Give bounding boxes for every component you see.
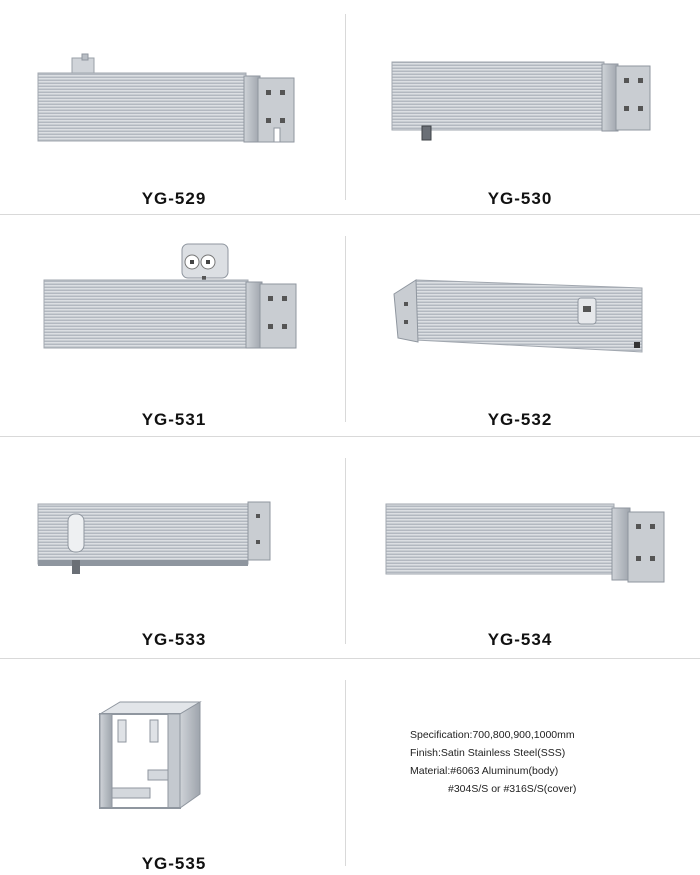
product-code: YG-532 <box>487 410 553 429</box>
closer-image-yg-534 <box>346 444 694 658</box>
row-divider-3 <box>0 658 700 659</box>
product-code: YG-531 <box>141 410 207 429</box>
product-code: YG-529 <box>141 189 207 208</box>
specification-line: Specification:700,800,900,1000mm <box>410 729 575 741</box>
closer-image-yg-529 <box>0 0 348 214</box>
closer-image-yg-532 <box>346 222 694 436</box>
closer-image-yg-530 <box>346 0 694 214</box>
row-divider-1 <box>0 214 700 215</box>
product-code: YG-533 <box>141 630 207 649</box>
closer-image-yg-533 <box>0 444 348 658</box>
closer-image-yg-531 <box>0 222 348 436</box>
product-code: YG-530 <box>487 189 553 208</box>
product-cell-yg-531 <box>0 222 348 436</box>
specifications-block <box>410 726 576 798</box>
product-cell-yg-535 <box>0 666 348 875</box>
track-profile-image-yg-535 <box>0 666 348 875</box>
product-cell-yg-529 <box>0 0 348 214</box>
material-cover-line: #304S/S or #316S/S(cover) <box>448 783 577 795</box>
material-line: Material:#6063 Aluminum(body) <box>410 765 559 777</box>
finish-line: Finish:Satin Stainless Steel(SSS) <box>410 747 566 759</box>
product-cell-yg-533 <box>0 444 348 658</box>
product-code: YG-535 <box>141 854 207 873</box>
product-cell-yg-534 <box>346 444 694 658</box>
product-cell-yg-532 <box>346 222 694 436</box>
row-divider-2 <box>0 436 700 437</box>
product-code: YG-534 <box>487 630 553 649</box>
product-cell-yg-530 <box>346 0 694 214</box>
